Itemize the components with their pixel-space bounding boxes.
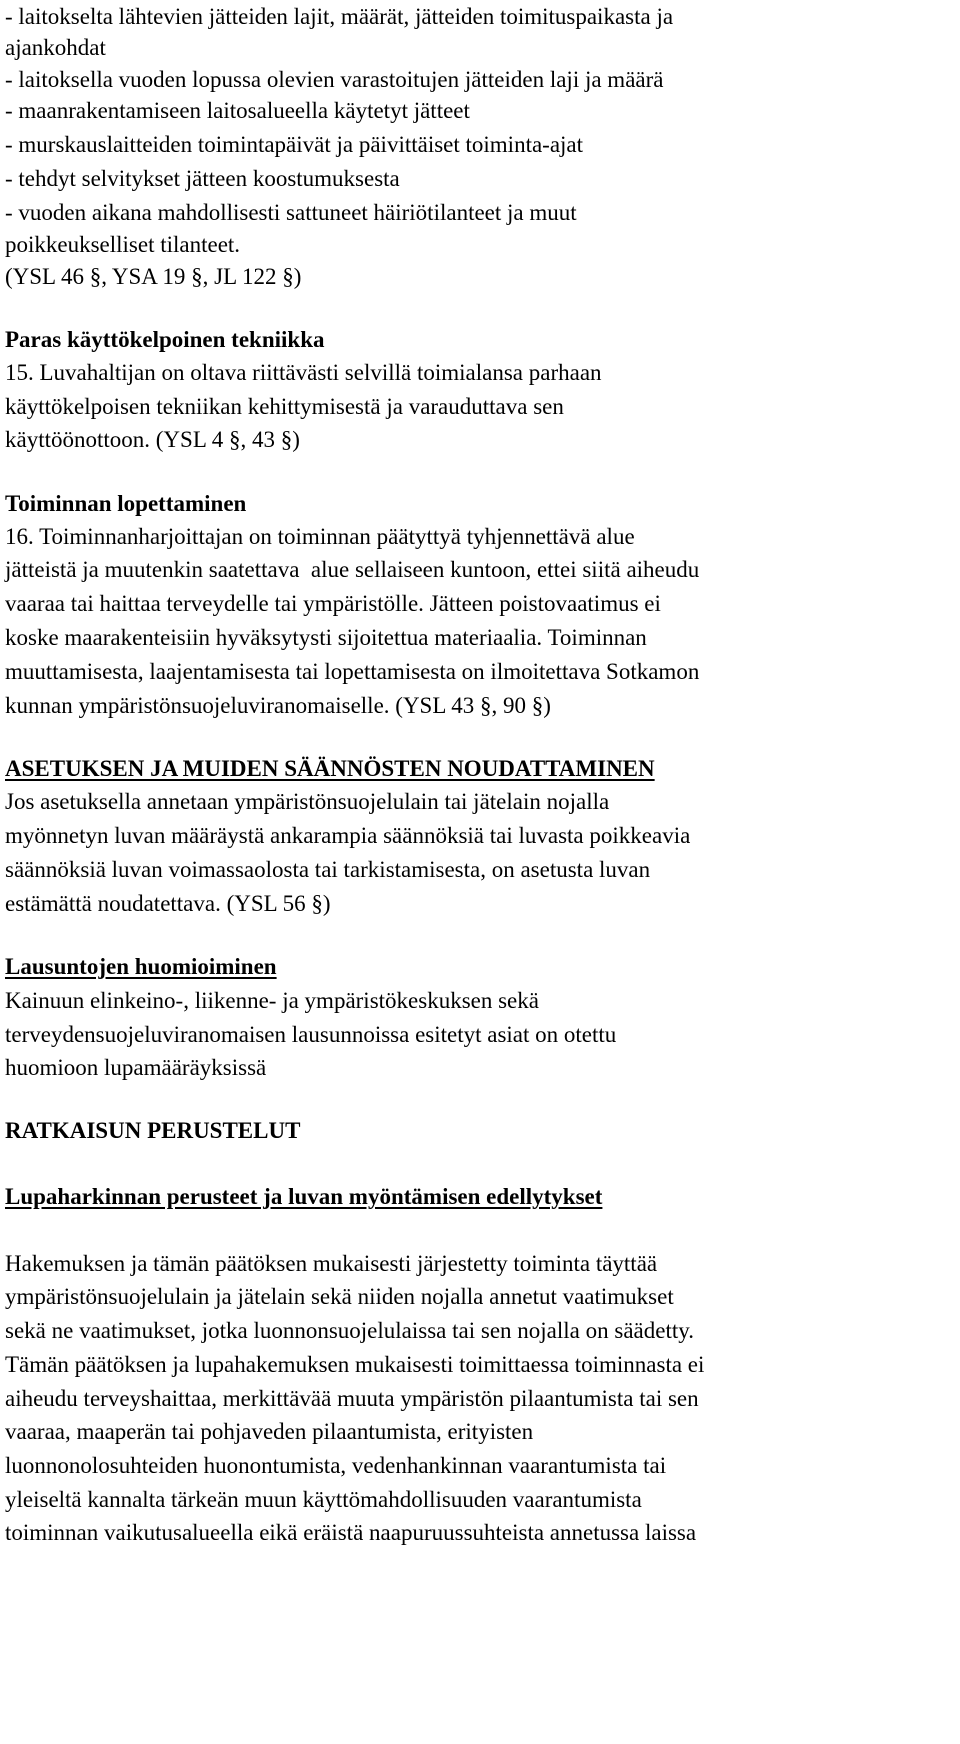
paragraph-line: vaaraa tai haittaa terveydelle tai ympäristölle. Jätteen poistovaatimus ei — [5, 591, 661, 616]
list-line: - maanrakentamiseen laitosalueella käytetyt jätteet — [5, 98, 470, 123]
list-line: - laitoksella vuoden lopussa olevien varastoitujen jätteiden laji ja määrä — [5, 67, 664, 92]
paragraph-line: kunnan ympäristönsuojeluviranomaiselle. (YSL 43 §, 90 §) — [5, 693, 551, 718]
section-heading-reasoning: RATKAISUN PERUSTELUT — [5, 1118, 301, 1143]
list-line: - tehdyt selvitykset jätteen koostumuksesta — [5, 166, 400, 191]
paragraph-line: 15. Luvahaltijan on oltava riittävästi selvillä toimialansa parhaan — [5, 360, 602, 385]
section-heading-closure: Toiminnan lopettaminen — [5, 491, 247, 516]
paragraph-line: toiminnan vaikutusalueella eikä eräistä naapuruussuhteista annetussa laissa — [5, 1520, 697, 1545]
paragraph-line: 16. Toiminnanharjoittajan on toiminnan päätyttyä tyhjennettävä alue — [5, 524, 635, 549]
paragraph-line: huomioon lupamääräyksissä — [5, 1055, 267, 1080]
paragraph-line: terveydensuojeluviranomaisen lausunnoissa esitetyt asiat on otettu — [5, 1022, 617, 1047]
list-line: - murskauslaitteiden toimintapäivät ja päivittäiset toiminta-ajat — [5, 132, 584, 157]
paragraph-line: yleiseltä kannalta tärkeän muun käyttömahdollisuuden vaarantumista — [5, 1487, 642, 1512]
paragraph-line: jätteistä ja muutenkin saatettava alue sellaiseen kuntoon, ettei siitä aiheudu — [5, 557, 700, 582]
paragraph-line: käyttökelpoisen tekniikan kehittymisestä ja varauduttava sen — [5, 394, 564, 419]
paragraph-line: Tämän päätöksen ja lupahakemuksen mukaisesti toimittaessa toiminnasta ei — [5, 1352, 705, 1377]
paragraph-line: vaaraa, maaperän tai pohjaveden pilaantumista, erityisten — [5, 1419, 534, 1444]
paragraph-line: koske maarakenteisiin hyväksytysti sijoitettua materiaalia. Toiminnan — [5, 625, 647, 650]
paragraph-line: luonnonolosuhteiden huonontumista, vedenhankinnan vaarantumista tai — [5, 1453, 667, 1478]
list-line: - laitokselta lähtevien jätteiden lajit, määrät, jätteiden toimituspaikasta ja — [5, 4, 674, 29]
paragraph-line: Hakemuksen ja tämän päätöksen mukaisesti järjestetty toiminta täyttää — [5, 1251, 658, 1276]
section-heading-regulations: ASETUKSEN JA MUIDEN SÄÄNNÖSTEN NOUDATTAMINEN — [5, 756, 655, 781]
paragraph-line: Kainuun elinkeino-, liikenne- ja ympäristökeskuksen sekä — [5, 988, 539, 1013]
paragraph-line: myönnetyn luvan määräystä ankarampia säännöksiä tai luvasta poikkeavia — [5, 823, 691, 848]
legal-reference: (YSL 46 §, YSA 19 §, JL 122 §) — [5, 264, 302, 289]
paragraph-line: ympäristönsuojelulain ja jätelain sekä niiden nojalla annetut vaatimukset — [5, 1284, 674, 1309]
paragraph-line: muuttamisesta, laajentamisesta tai lopettamisesta on ilmoitettava Sotkamon — [5, 659, 700, 684]
paragraph-line: estämättä noudatettava. (YSL 56 §) — [5, 891, 331, 916]
paragraph-line: käyttöönottoon. (YSL 4 §, 43 §) — [5, 427, 300, 452]
section-heading-bat: Paras käyttökelpoinen tekniikka — [5, 327, 325, 352]
list-line: ajankohdat — [5, 35, 106, 60]
paragraph-line: sekä ne vaatimukset, jotka luonnonsuojelulaissa tai sen nojalla on säädetty. — [5, 1318, 694, 1343]
list-line: - vuoden aikana mahdollisesti sattuneet häiriötilanteet ja muut — [5, 200, 577, 225]
section-heading-statements: Lausuntojen huomioiminen — [5, 954, 277, 979]
paragraph-line: aiheudu terveyshaittaa, merkittävää muuta ympäristön pilaantumista tai sen — [5, 1386, 699, 1411]
section-heading-grounds: Lupaharkinnan perusteet ja luvan myöntämisen edellytykset — [5, 1184, 603, 1209]
paragraph-line: säännöksiä luvan voimassaolosta tai tarkistamisesta, on asetusta luvan — [5, 857, 651, 882]
list-line: poikkeukselliset tilanteet. — [5, 232, 241, 257]
paragraph-line: Jos asetuksella annetaan ympäristönsuojelulain tai jätelain nojalla — [5, 789, 610, 814]
